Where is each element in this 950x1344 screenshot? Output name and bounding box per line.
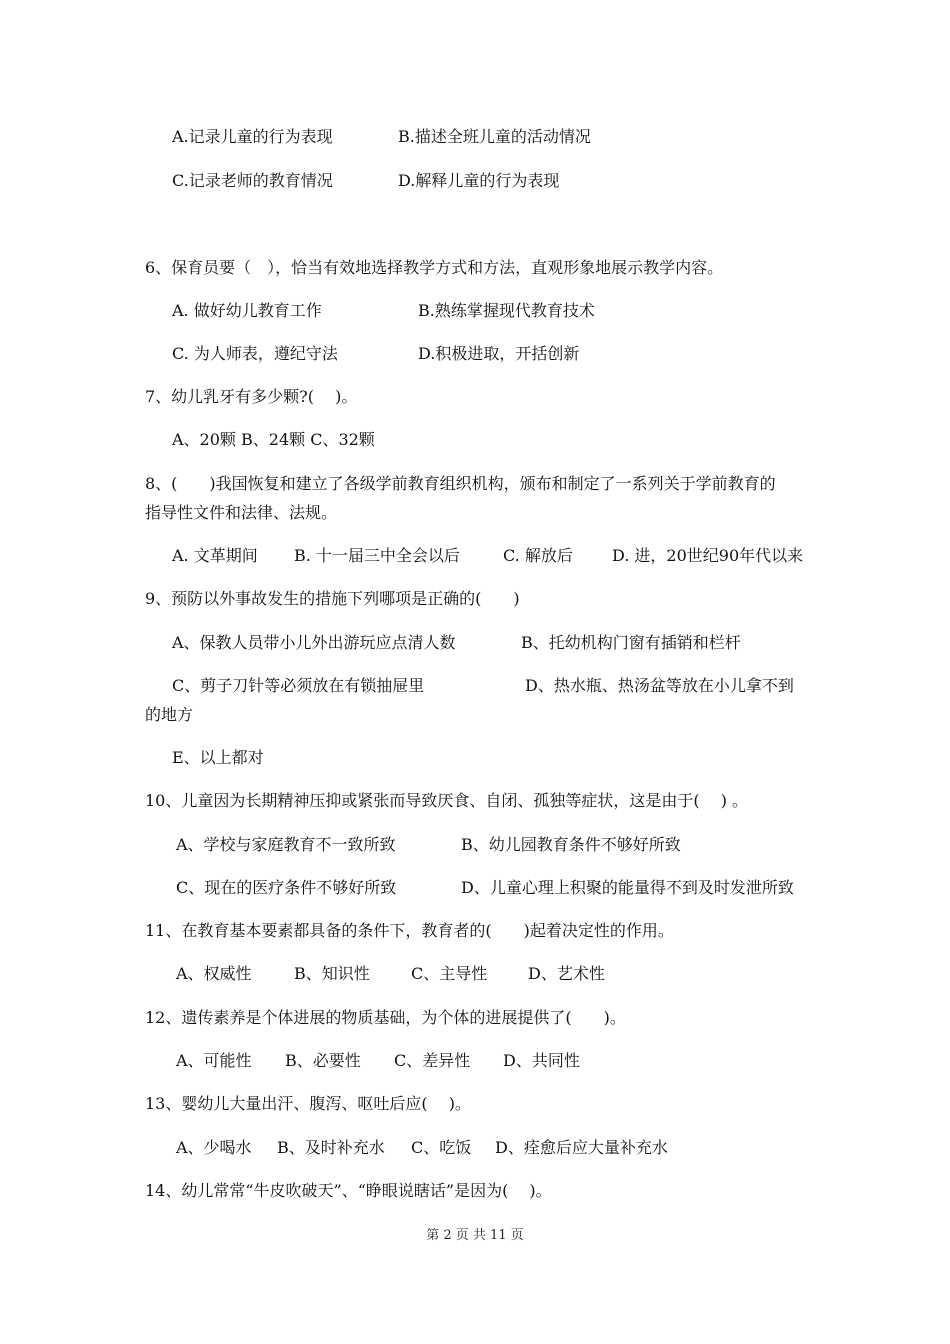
q10-option-b: B、幼儿园教育条件不够好所致 (461, 835, 681, 854)
q5-option-a: A.记录儿童的行为表现 (172, 127, 333, 146)
q10-option-c: C、现在的医疗条件不够好所致 (176, 878, 397, 897)
q10-stem: 10、儿童因为长期精神压抑或紧张而导致厌食、自闭、孤独等症状，这是由于( ) 。 (145, 791, 749, 810)
q8-stem-line2: 指导性文件和法律、法规。 (145, 503, 338, 522)
q11-option-d: D、艺术性 (528, 964, 605, 983)
q7-options: A、20颗 B、24颗 C、32颗 (172, 430, 375, 449)
q9-option-e: E、以上都对 (172, 748, 264, 767)
q10-option-a: A、学校与家庭教育不一致所致 (176, 835, 396, 854)
q8-option-a: A. 文革期间 (172, 546, 258, 565)
q13-option-a: A、少喝水 (176, 1138, 252, 1157)
q11-option-c: C、主导性 (411, 964, 488, 983)
q6-option-d: D.积极进取，开括创新 (418, 344, 580, 363)
q6-option-a: A. 做好幼儿教育工作 (172, 301, 322, 320)
q9-option-a: A、保教人员带小儿外出游玩应点清人数 (172, 633, 456, 652)
q9-option-b: B、托幼机构门窗有插销和栏杆 (521, 633, 741, 652)
q5-option-c: C.记录老师的教育情况 (172, 171, 333, 190)
q13-option-c: C、吃饭 (411, 1138, 472, 1157)
q9-option-c: C、剪子刀针等必须放在有锁抽屉里 (172, 676, 425, 695)
q8-option-c: C. 解放后 (503, 546, 573, 565)
q6-option-b: B.熟练掌握现代教育技术 (418, 301, 595, 320)
q12-option-b: B、必要性 (285, 1051, 361, 1070)
q11-stem: 11、在教育基本要素都具备的条件下，教育者的( )起着决定性的作用。 (145, 921, 674, 940)
q14-stem: 14、幼儿常常“牛皮吹破天”、“睁眼说瞎话”是因为( )。 (145, 1181, 552, 1200)
q8-option-d: D. 进，20世纪90年代以来 (612, 546, 804, 565)
q5-option-d: D.解释儿童的行为表现 (398, 171, 560, 190)
q12-option-a: A、可能性 (176, 1051, 252, 1070)
q8-stem-line1: 8、( )我国恢复和建立了各级学前教育组织机构，颁布和制定了一系列关于学前教育的 (145, 474, 776, 493)
q5-option-b: B.描述全班儿童的活动情况 (398, 127, 591, 146)
q6-stem: 6、保育员要（ ），恰当有效地选择教学方式和方法，直观形象地展示教学内容。 (145, 258, 724, 277)
q11-option-a: A、权威性 (176, 964, 252, 983)
q10-option-d: D、儿童心理上积聚的能量得不到及时发泄所致 (461, 878, 794, 897)
q12-stem: 12、遗传素养是个体进展的物质基础，为个体的进展提供了( )。 (145, 1008, 626, 1027)
q9-option-d: D、热水瓶、热汤盆等放在小儿拿不到 (525, 676, 794, 695)
page-footer: 第 2 页 共 11 页 (426, 1228, 524, 1243)
q7-stem: 7、幼儿乳牙有多少颗?( )。 (145, 387, 358, 406)
q13-option-d: D、痊愈后应大量补充水 (495, 1138, 668, 1157)
q9-option-d-continued: 的地方 (145, 705, 194, 724)
q12-option-d: D、共同性 (503, 1051, 580, 1070)
q11-option-b: B、知识性 (294, 964, 370, 983)
q8-option-b: B. 十一届三中全会以后 (294, 546, 460, 565)
q12-option-c: C、差异性 (394, 1051, 471, 1070)
q13-option-b: B、及时补充水 (277, 1138, 385, 1157)
q9-stem: 9、预防以外事故发生的措施下列哪项是正确的( ) (145, 589, 520, 608)
q13-stem: 13、婴幼儿大量出汗、腹泻、呕吐后应( )。 (145, 1094, 471, 1113)
q6-option-c: C. 为人师表，遵纪守法 (172, 344, 338, 363)
